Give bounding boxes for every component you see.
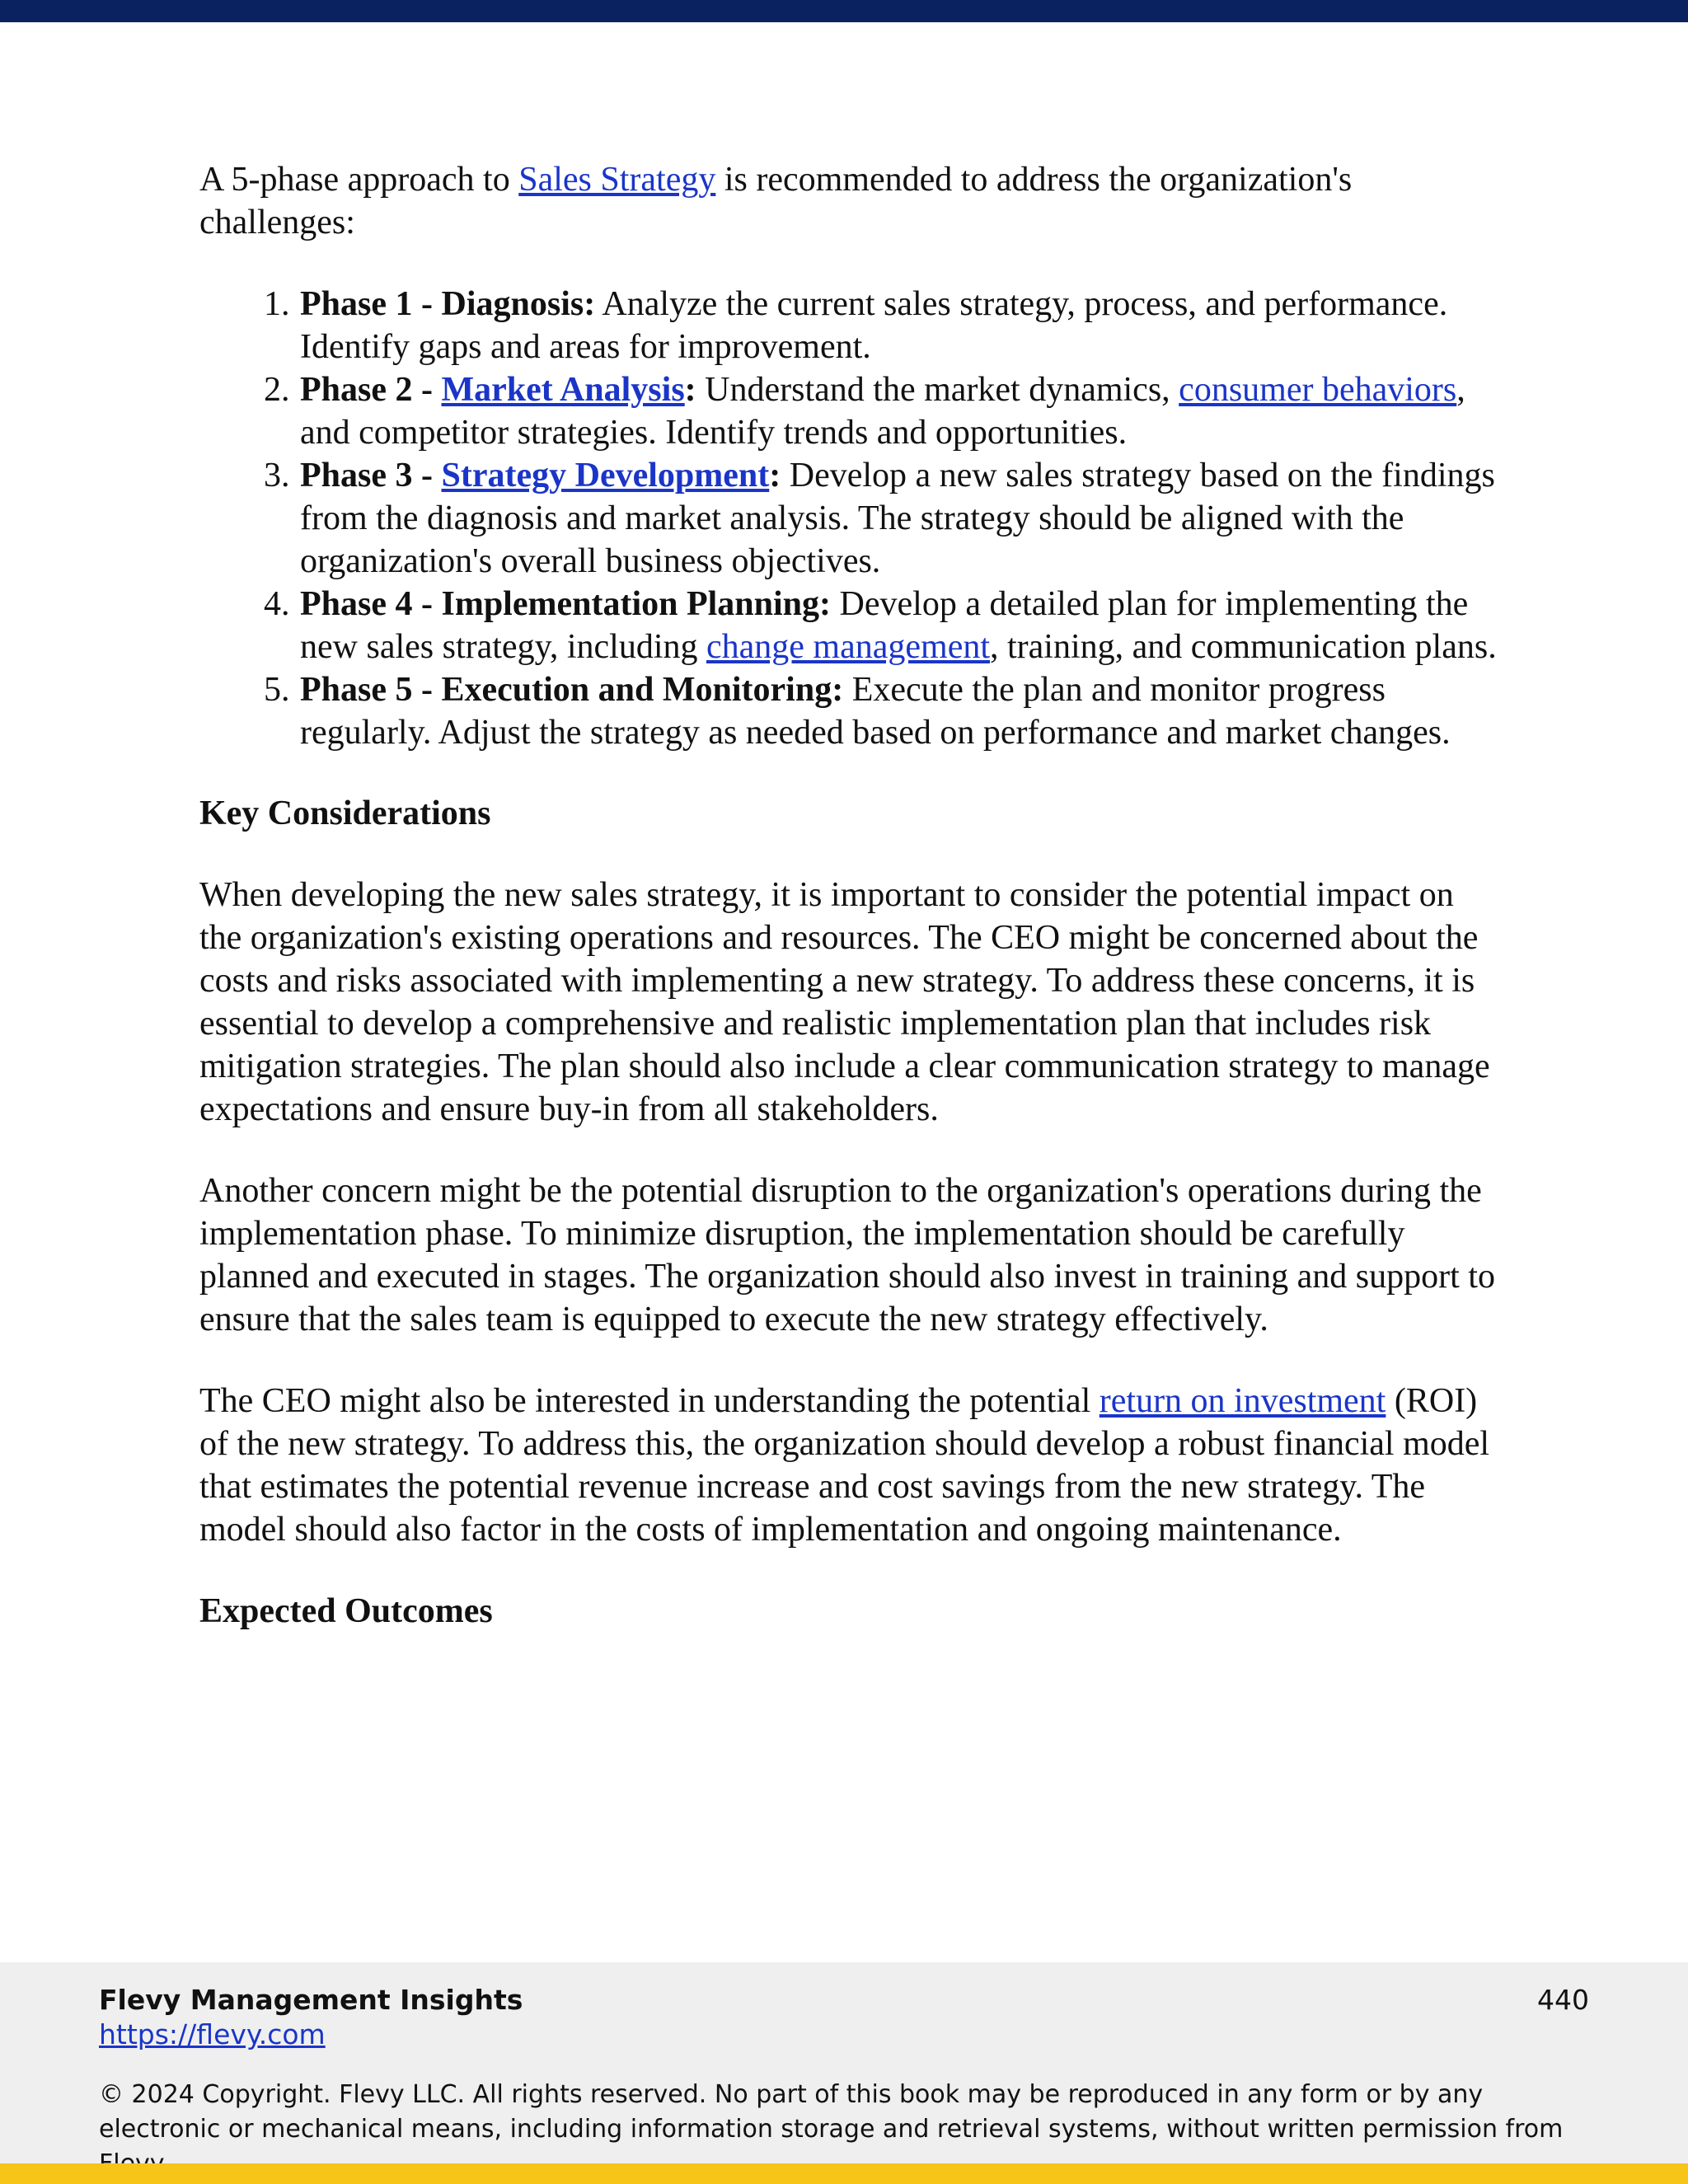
top-accent-bar: [0, 0, 1688, 22]
phase-item: 5. Phase 5 - Execution and Monitoring: Execute the plan and monitor progress regularly. Adjust the strategy as needed based on performance and market changes.: [298, 668, 1502, 754]
phases-list: [199, 283, 1502, 754]
copyright-notice: © 2024 Copyright. Flevy LLC. All rights reserved. No part of this book may be reproduced in any form or by any electronic or mechanical means, including information storage and retrieval systems, without written permission from: [99, 2080, 1564, 2144]
change-management-link[interactable]: change management: [706, 628, 990, 666]
phase-title: Phase 5 - Execution and Monitoring:: [300, 671, 844, 709]
key-considerations-paragraph-3: The CEO might also be interested in understanding the potential return on investment (ROI) of the new strategy. To address this, the organization should develop a robust financial model that estimates the potential revenue increase and cost savings from the new strategy. The model should also factor in the costs of implementation and ongoing maintenance.: [199, 1382, 1490, 1549]
key-considerations-heading: Key Considerations: [199, 794, 491, 832]
intro-paragraph: A 5-phase approach to Sales Strategy is recommended to address the organization's challenges:: [199, 161, 1353, 241]
footer-brand: Flevy Management Insights: [99, 1984, 523, 2016]
page-footer: [0, 1962, 1688, 2163]
key-considerations-paragraph-1: When developing the new sales strategy, it is important to consider the potential impact on the organization's existing operations and resources. The CEO might be concerned about the costs and risks associated with implementing a new strategy. To address these concerns, it is essential to develop a comprehensive and realistic implementation plan that includes risk mitigation strategies. The plan should also include a clear communication strategy to manage expectations and ensure buy-in from all stakeholders.: [199, 876, 1490, 1128]
phase-title: Phase 4 - Implementation Planning:: [300, 585, 832, 623]
document-body: [199, 158, 1502, 1671]
key-considerations-paragraph-2: Another concern might be the potential disruption to the organization's operations during the implementation phase. To minimize disruption, the implementation should be carefully planned and executed in stages. The organization should also invest in training and support to ensure that the sales team is equipped to execute the new strategy effectively.: [199, 1172, 1495, 1338]
phase-item: 4. Phase 4 - Implementation Planning: Develop a detailed plan for implementing the new sales strategy, including change management, training, and communication plans.: [298, 583, 1502, 668]
consumer-behaviors-link[interactable]: consumer behaviors: [1179, 371, 1457, 409]
phase-item: 1. Phase 1 - Diagnosis: Analyze the current sales strategy, process, and performance. Identify gaps and areas for improvement.: [298, 283, 1502, 368]
phase-title: Phase 1 - Diagnosis:: [300, 285, 596, 323]
return-on-investment-link[interactable]: return on investment: [1099, 1382, 1386, 1420]
page-number: 440: [1537, 1984, 1589, 2016]
expected-outcomes-heading: Expected Outcomes: [199, 1592, 493, 1630]
phase-title: Phase 3 - Strategy Development:: [300, 457, 781, 494]
sales-strategy-link[interactable]: Sales Strategy: [518, 161, 716, 199]
market-analysis-link[interactable]: Market Analysis: [441, 371, 685, 409]
bottom-accent-bar: [0, 2163, 1688, 2184]
phase-item: 3. Phase 3 - Strategy Development: Develop a new sales strategy based on the findings from the diagnosis and market analysis. The strategy should be aligned with the organization's overall business objectives.: [298, 454, 1502, 583]
phase-item: 2. Phase 2 - Market Analysis: Understand the market dynamics, consumer behaviors, and competitor strategies. Identify trends and opportunities.: [298, 368, 1502, 454]
strategy-development-link[interactable]: Strategy Development: [441, 457, 770, 494]
footer-url-link[interactable]: https://flevy.com: [99, 2018, 326, 2050]
phase-title: Phase 2 - Market Analysis:: [300, 371, 696, 409]
